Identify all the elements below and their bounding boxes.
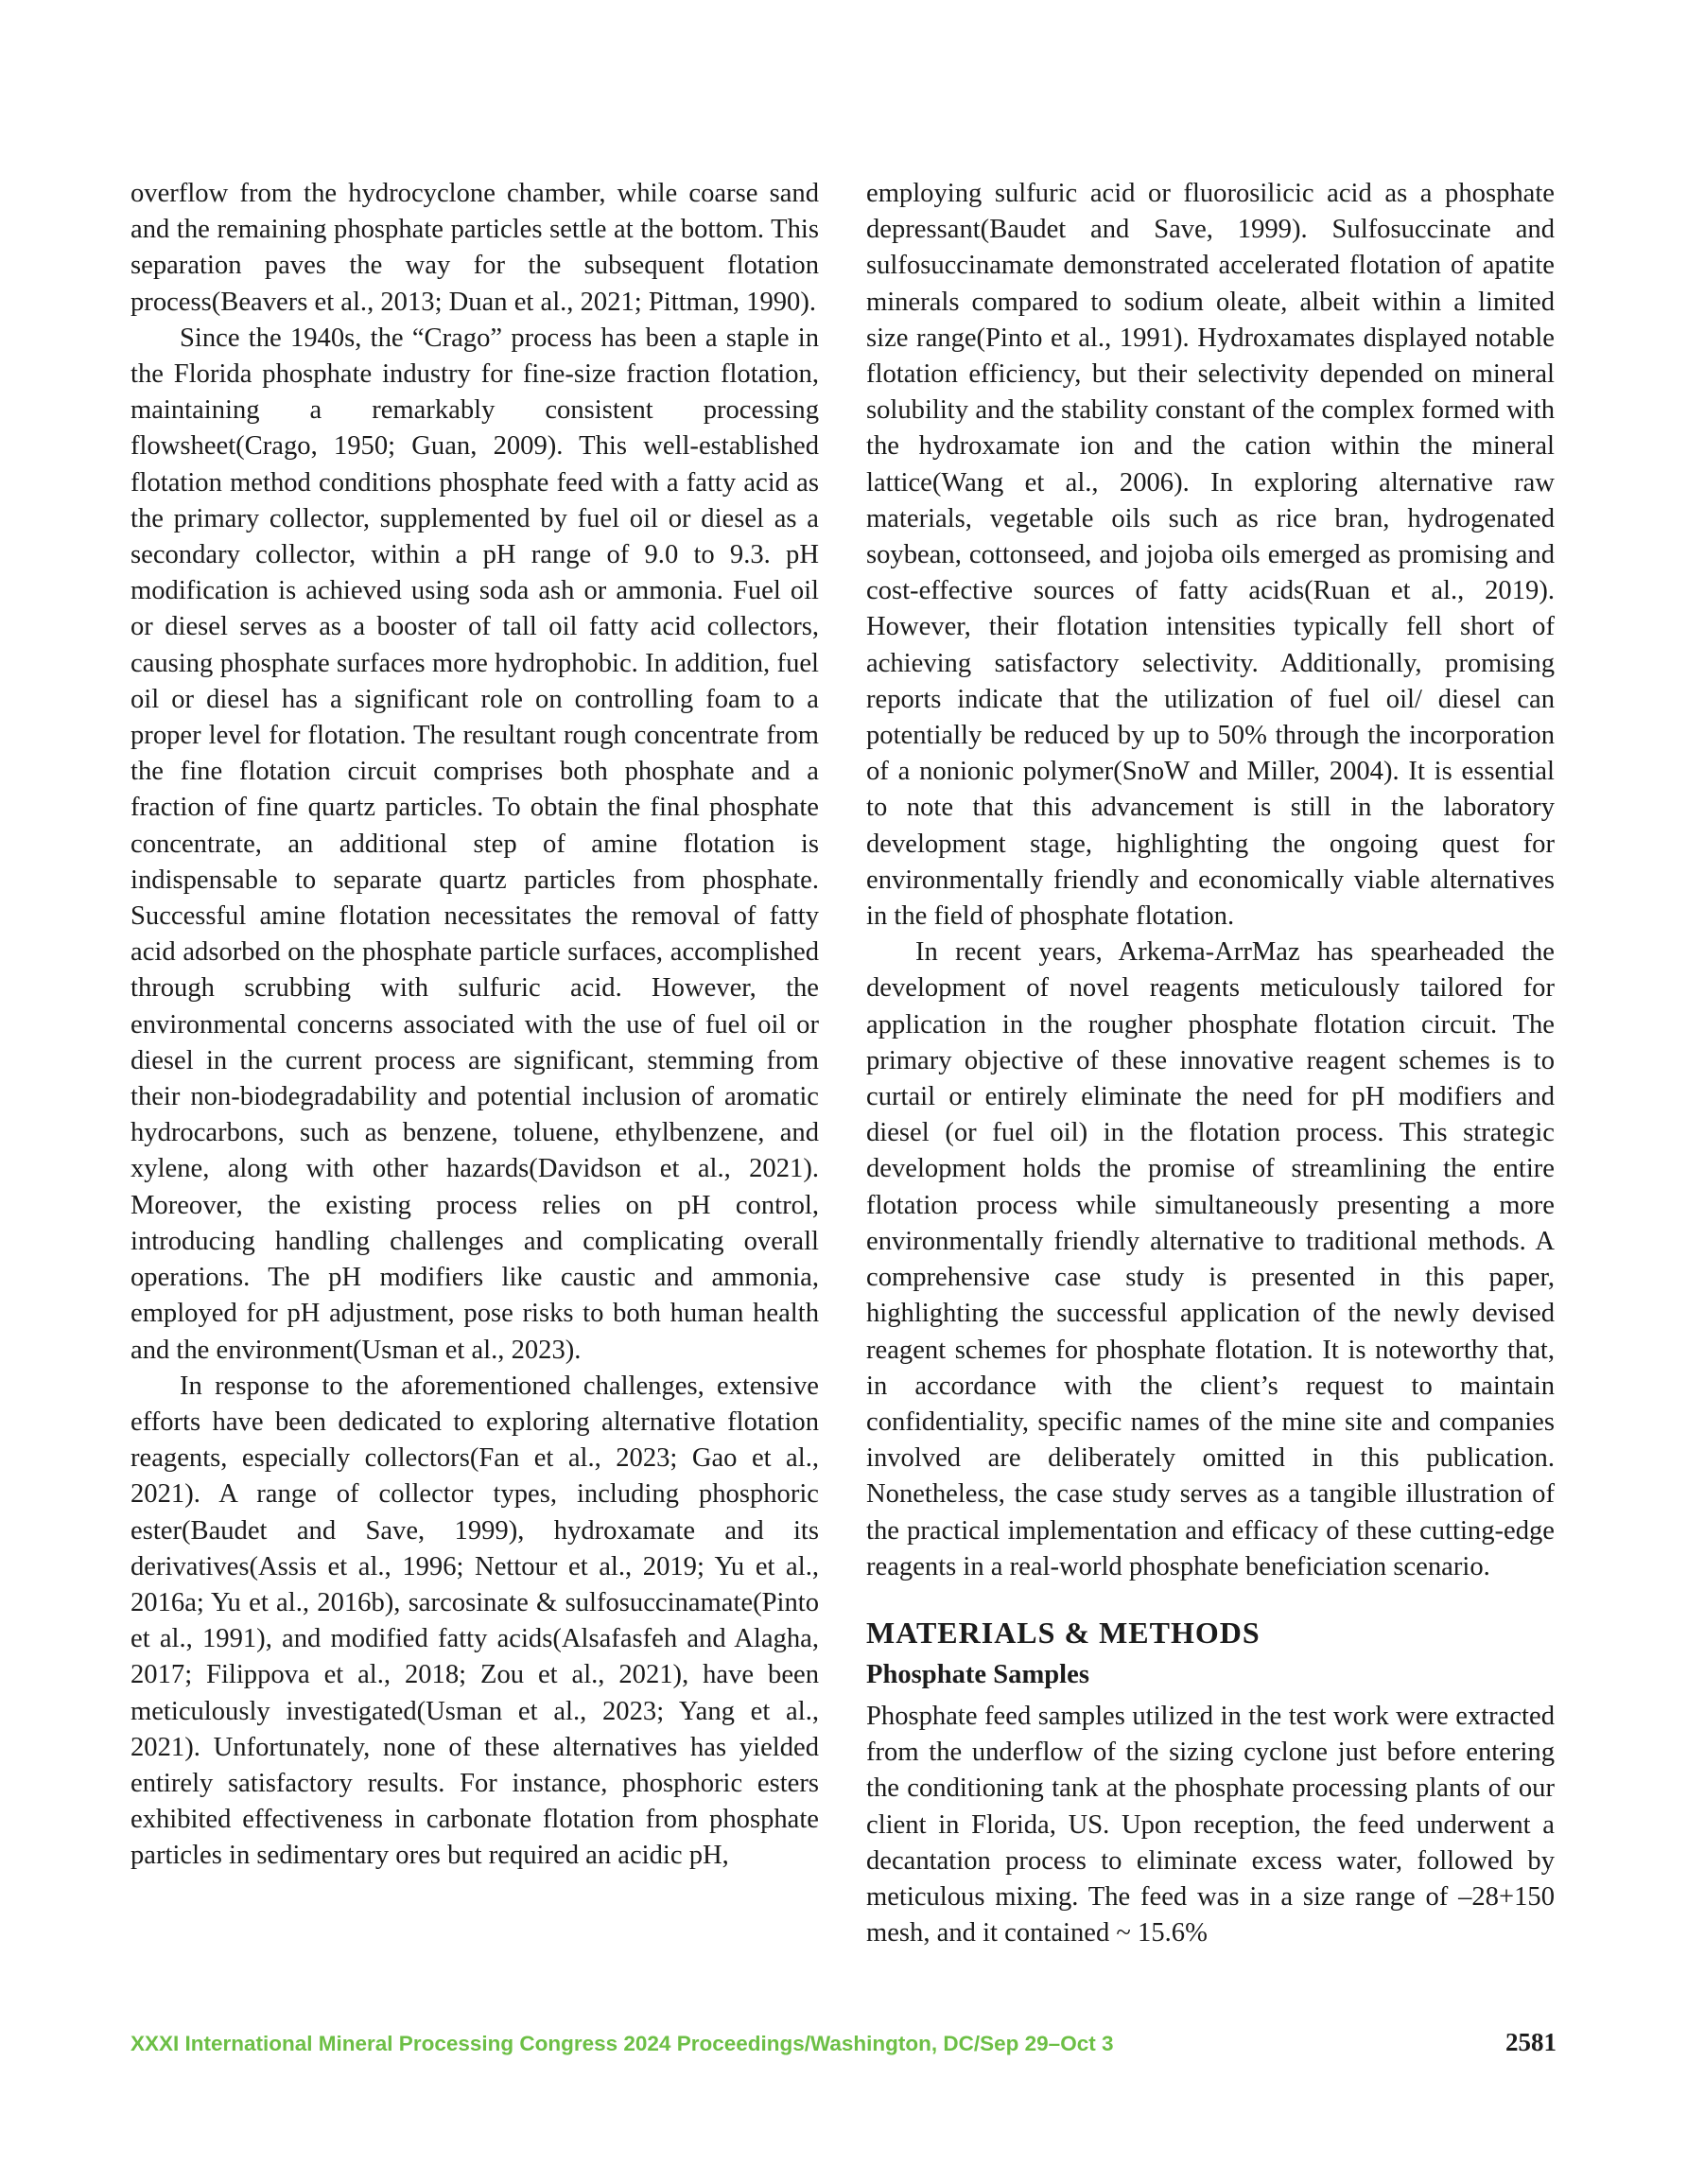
right-column [866, 176, 1555, 1951]
footer-proceedings: XXXI International Mineral Processing Congress 2024 Proceedings/Washington, DC/Sep 29–Oct 3 [130, 2032, 1114, 2055]
body-paragraph: Phosphate feed samples utilized in the test work were extracted from the underflow of the sizing cyclone just before entering the conditioning tank at the phosphate processing plants of our client in Florida, US. Upon reception, the feed underwent a decantation process to eliminate excess water, followed by meticulous mixing. The feed was in a size range of –28+150 mesh, and it contained ~ 15.6% [866, 1701, 1555, 1948]
body-paragraph: In recent years, Arkema-ArrMaz has spearheaded the development of novel reagents meticulously tailored for application in the rougher phosphate flotation circuit. The primary objective of these innovative reagent schemes is to curtail or entirely eliminate the need for pH modifiers and diesel (or fuel oil) in the flotation process. This strategic development holds the promise of streamlining the entire flotation process while simultaneously presenting a more environmentally friendly alternative to traditional methods. A comprehensive case study is presented in this paper, highlighting the successful application of the newly devised reagent schemes for phosphate flotation. It is noteworthy that, in accordance with the client’s request to maintain confidentiality, specific names of the mine site and companies involved are deliberately omitted in this publication. Nonetheless, the case study serves as a tangible illustration of the practical implementation and efficacy of these cutting-edge reagents in a real-world phosphate beneficiation scenario. [866, 937, 1555, 1581]
body-paragraph: employing sulfuric acid or fluorosilicic acid as a phosphate depressant(Baudet and Save, 1999). Sulfosuccinate and sulfosuccinamate demonstrated accelerated flotation of apatite minerals compared to sodium oleate, albeit within a limited size range(Pinto et al., 1991). Hydroxamates displayed notable flotation efficiency, but their selectivity depended on mineral solubility and the stability constant of the complex formed with the hydroxamate ion and the cation within the mineral lattice(Wang et al., 2006). In exploring alternative raw materials, vegetable oils such as rice bran, hydrogenated soybean, cottonseed, and jojoba oils emerged as promising and cost-effective sources of fatty acids(Ruan et al., 2019). However, their flotation intensities typically fell short of achieving satisfactory selectivity. Additionally, promising reports indicate that the utilization of fuel oil/ diesel can potentially be reduced by up to 50% through the incorporation of a nonionic polymer(SnoW and Miller, 2004). It is essential to note that this advancement is still in the laboratory development stage, highlighting the ongoing quest for environmentally friendly and economically viable alternatives in the field of phosphate flotation. [866, 179, 1555, 932]
body-paragraph: overflow from the hydrocyclone chamber, while coarse sand and the remaining phosphate particles settle at the bottom. This separation paves the way for the subsequent flotation process(Beavers et al., 2013; Duan et al., 2021; Pittman, 1990). [130, 179, 819, 317]
body-paragraph: In response to the aforementioned challenges, extensive efforts have been dedicated to exploring alternative flotation reagents, especially collectors(Fan et al., 2023; Gao et al., 2021). A range of collector types, including phosphoric ester(Baudet and Save, 1999), hydroxamate and its derivatives(Assis et al., 1996; Nettour et al., 2019; Yu et al., 2016a; Yu et al., 2016b), sarcosinate & sulfosuccinamate(Pinto et al., 1991), and modified fatty acids(Alsafasfeh and Alagha, 2017; Filippova et al., 2018; Zou et al., 2021), have been meticulously investigated(Usman et al., 2023; Yang et al., 2021). Unfortunately, none of these alternatives has yielded entirely satisfactory results. For instance, phosphoric esters exhibited effectiveness in carbonate flotation from phosphate particles in sedimentary ores but required an acidic pH, [130, 1371, 819, 1871]
body-paragraph: Since the 1940s, the “Crago” process has been a staple in the Florida phosphate industry for fine-size fraction flotation, maintaining a remarkably consistent processing flowsheet(Crago, 1950; Guan, 2009). This well-established flotation method conditions phosphate feed with a fatty acid as the primary collector, supplemented by fuel oil or diesel as a secondary collector, within a pH range of 9.0 to 9.3. pH modification is achieved using soda ash or ammonia. Fuel oil or diesel serves as a booster of tall oil fatty acid collectors, causing phosphate surfaces more hydrophobic. In addition, fuel oil or diesel has a significant role on controlling foam to a proper level for flotation. The resultant rough concentrate from the fine flotation circuit comprises both phosphate and a fraction of fine quartz particles. To obtain the final phosphate concentrate, an additional step of amine flotation is indispensable to separate quartz particles from phosphate. Successful amine flotation necessitates the removal of fatty acid adsorbed on the phosphate particle surfaces, accomplished through scrubbing with sulfuric acid. However, the environmental concerns associated with the use of fuel oil or diesel in the current process are significant, stemming from their non-biodegradability and potential inclusion of aromatic hydrocarbons, such as benzene, toluene, ethylbenzene, and xylene, along with other hazards(Davidson et al., 2021). Moreover, the existing process relies on pH control, introducing handling challenges and complicating overall operations. The pH modifiers like caustic and ammonia, employed for pH adjustment, pose risks to both human health and the environment(Usman et al., 2023). [130, 323, 819, 1365]
subsection-heading: Phosphate Samples [866, 1659, 1089, 1689]
section-heading: MATERIALS & METHODS [866, 1615, 1261, 1650]
left-column [130, 176, 819, 1875]
page-number: 2581 [1505, 2028, 1557, 2056]
